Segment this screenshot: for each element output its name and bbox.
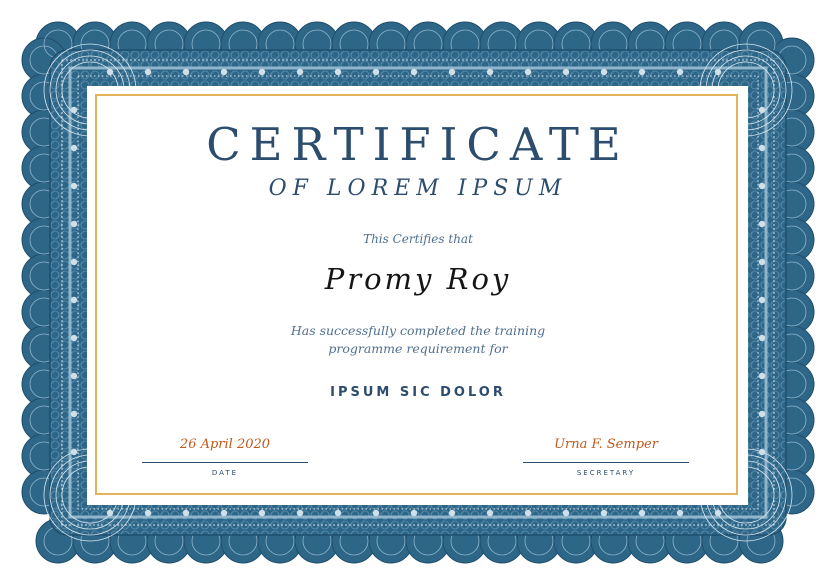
- date-value: 26 April 2020: [179, 437, 271, 452]
- certifies-text: This Certifies that: [363, 232, 473, 246]
- completion-line-2: programme requirement for: [328, 341, 508, 356]
- certificate-subtitle: OF LOREM IPSUM: [268, 176, 568, 201]
- secretary-signature-line: [523, 462, 689, 463]
- completion-line-1: Has successfully completed the training: [290, 323, 546, 338]
- secretary-signature: Urna F. Semper: [554, 437, 658, 452]
- recipient-name: Promy Roy: [324, 262, 512, 296]
- programme-name: IPSUM SIC DOLOR: [330, 385, 506, 400]
- certificate-title: CERTIFICATE: [206, 118, 630, 171]
- secretary-label: SECRETARY: [576, 469, 636, 477]
- completion-text: [268, 322, 568, 358]
- date-label: DATE: [211, 469, 239, 477]
- date-signature-line: [142, 462, 308, 463]
